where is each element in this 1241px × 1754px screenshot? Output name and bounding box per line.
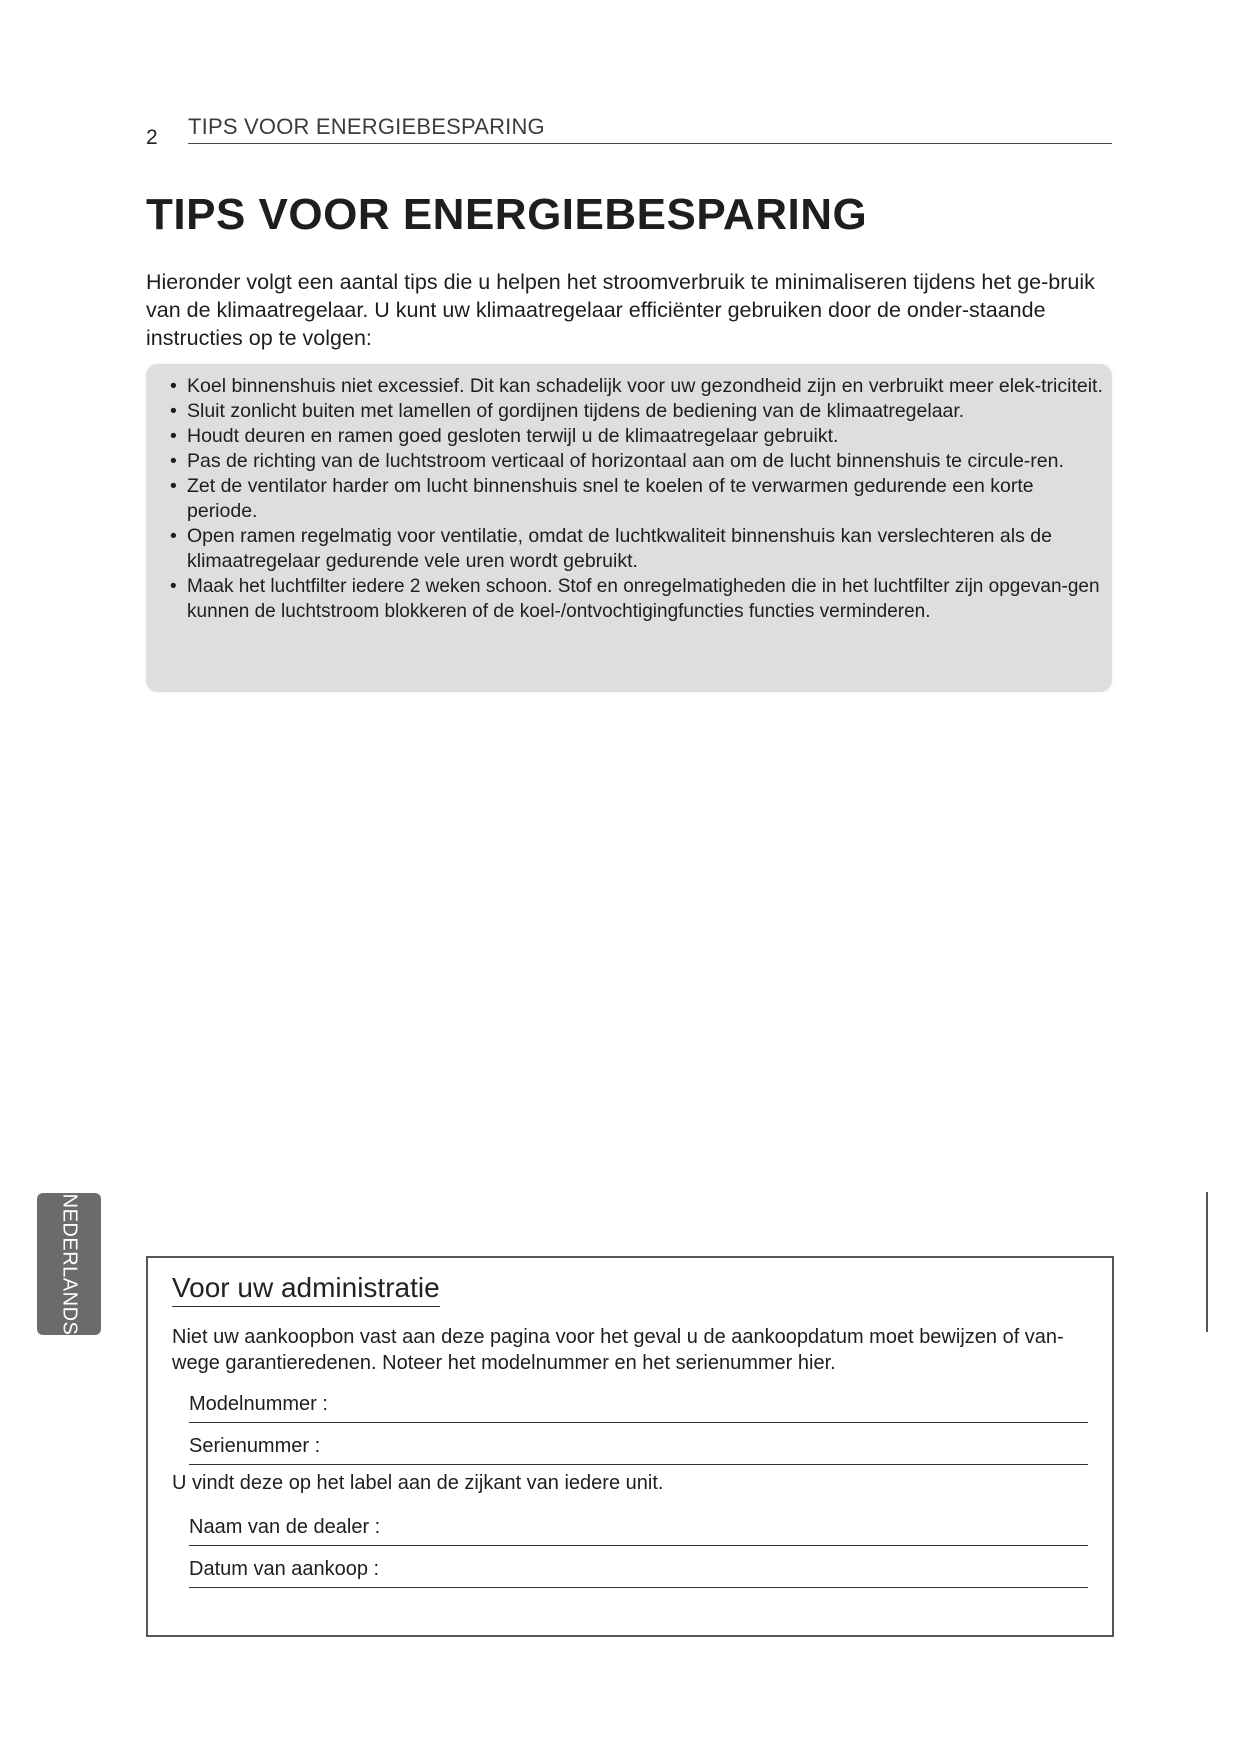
tip-text: Pas de richting van de luchtstroom verticaal of horizontaal aan om de lucht binnenshuis te circule-ren. bbox=[187, 450, 1064, 472]
header-rule bbox=[188, 143, 1112, 144]
tip-item bbox=[170, 374, 1104, 399]
tip-item bbox=[170, 399, 1104, 424]
tip-item bbox=[170, 574, 1104, 624]
dealer-name-label: Naam van de dealer : bbox=[189, 1516, 381, 1538]
model-number-label: Modelnummer : bbox=[189, 1393, 328, 1415]
tip-text: Sluit zonlicht buiten met lamellen of gordijnen tijdens de bediening van de klimaatregelaar. bbox=[187, 400, 965, 422]
records-title: Voor uw administratie bbox=[172, 1272, 440, 1307]
tip-text: Koel binnenshuis niet excessief. Dit kan schadelijk voor uw gezondheid zijn en verbruikt meer elek-triciteit. bbox=[187, 375, 1103, 397]
serial-number-label: Serienummer : bbox=[189, 1435, 321, 1457]
purchase-date-field[interactable] bbox=[189, 1557, 1088, 1588]
records-note: Niet uw aankoopbon vast aan deze pagina voor het geval u de aankoopdatum moet bewijzen of van-wege garantieredenen. Noteer het modelnummer en het serienummer hier. bbox=[172, 1326, 1064, 1374]
bullet-icon: • bbox=[170, 400, 177, 422]
page-edge-marker bbox=[1206, 1192, 1208, 1332]
tip-item bbox=[170, 449, 1104, 474]
bullet-icon: • bbox=[170, 525, 177, 547]
tip-text: Open ramen regelmatig voor ventilatie, omdat de luchtkwaliteit binnenshuis kan verslechteren als de klimaatregelaar gedurende vele uren wordt gebruikt. bbox=[187, 525, 1052, 572]
tip-item bbox=[170, 524, 1104, 574]
bullet-icon: • bbox=[170, 425, 177, 447]
tips-box bbox=[146, 364, 1112, 692]
dealer-name-field[interactable] bbox=[189, 1515, 1088, 1546]
running-header: TIPS VOOR ENERGIEBESPARING bbox=[188, 114, 545, 139]
bullet-icon: • bbox=[170, 450, 177, 472]
bullet-icon: • bbox=[170, 576, 177, 597]
bullet-icon: • bbox=[170, 475, 177, 497]
language-side-tab bbox=[37, 1193, 101, 1335]
serial-number-field[interactable] bbox=[189, 1434, 1088, 1465]
model-number-field[interactable] bbox=[189, 1392, 1088, 1423]
page-number: 2 bbox=[146, 126, 158, 149]
tip-text: Houdt deuren en ramen goed gesloten terwijl u de klimaatregelaar gebruikt. bbox=[187, 425, 839, 447]
label-location-note: U vindt deze op het label aan de zijkant van iedere unit. bbox=[172, 1472, 664, 1494]
purchase-date-label: Datum van aankoop : bbox=[189, 1558, 380, 1580]
tip-item bbox=[170, 474, 1104, 524]
tip-text: Zet de ventilator harder om lucht binnenshuis snel te koelen of te verwarmen gedurende een korte periode. bbox=[187, 475, 1034, 522]
tips-list bbox=[146, 364, 1112, 624]
intro-paragraph: Hieronder volgt een aantal tips die u helpen het stroomverbruik te minimaliseren tijdens het ge-bruik van de klimaatregelaar. U kunt uw klimaatregelaar efficiënter gebruiken door de onder-staande instructies op te volgen: bbox=[146, 270, 1095, 350]
tip-item bbox=[170, 424, 1104, 449]
page-title: TIPS VOOR ENERGIEBESPARING bbox=[146, 190, 868, 239]
bullet-icon: • bbox=[170, 375, 177, 397]
tip-text: Maak het luchtfilter iedere 2 weken schoon. Stof en onregelmatigheden die in het luchtfilter zijn opgevan-gen kunnen de luchtstroom blokkeren of de koel-/ontvochtigingfuncties functies verminderen. bbox=[187, 576, 1100, 622]
language-label: NEDERLANDS bbox=[58, 1193, 81, 1335]
records-box bbox=[146, 1256, 1114, 1637]
